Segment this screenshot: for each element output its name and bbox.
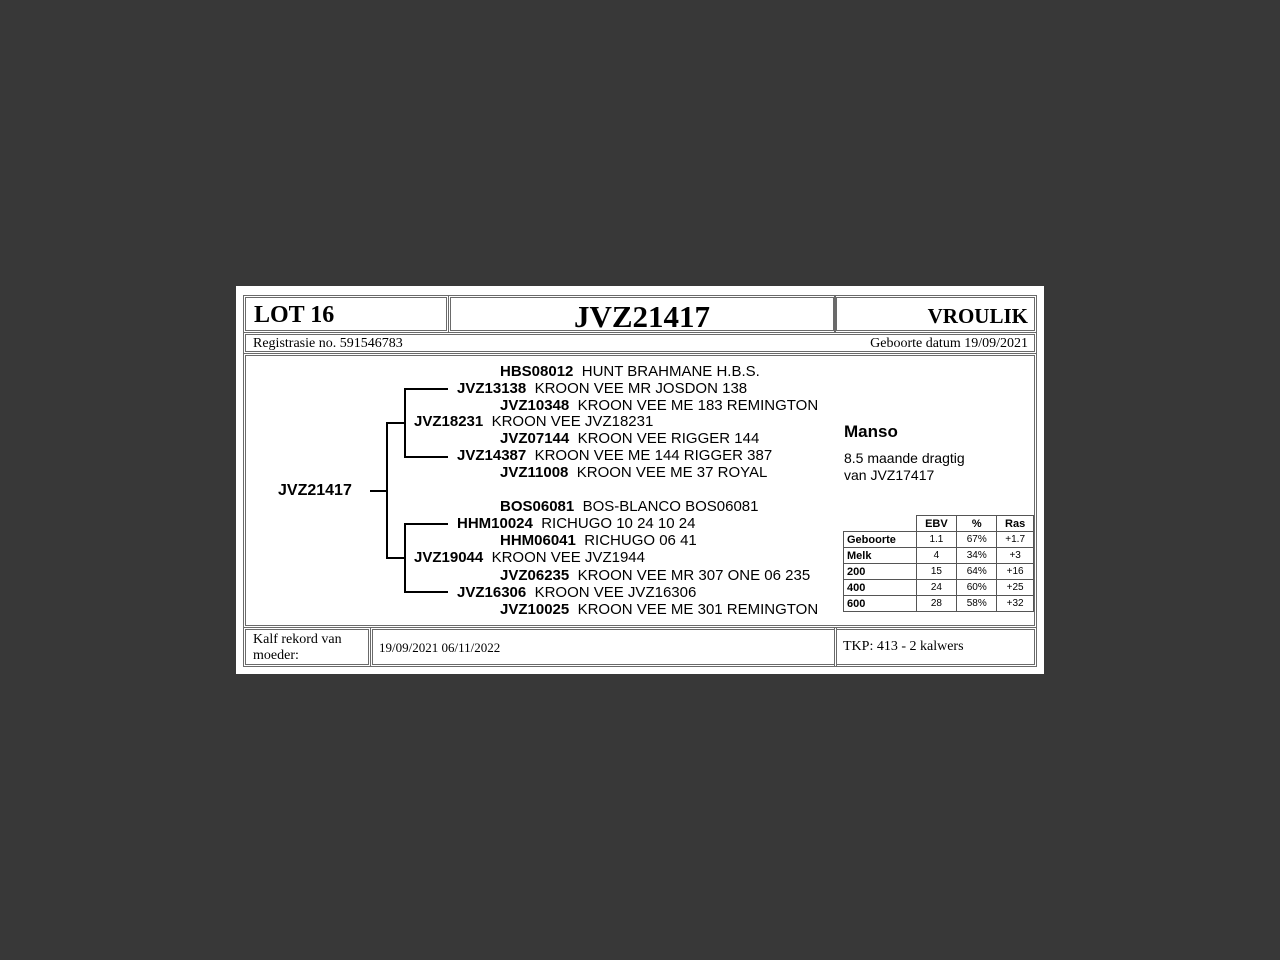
pedigree-connector — [404, 523, 448, 525]
ebv-row — [844, 596, 1034, 612]
tkp-cell — [834, 627, 1037, 667]
ebv-value: 4 — [916, 548, 956, 564]
pedigree-dam-sire: HHM10024 RICHUGO 10 24 10 24 — [457, 515, 696, 532]
animal-sex: VROULIK — [927, 304, 1028, 328]
pedigree-sire-dam-dam: JVZ11008 KROON VEE ME 37 ROYAL — [500, 464, 768, 481]
pregnancy-sire-name: Manso — [844, 422, 898, 441]
ebv-row — [844, 580, 1034, 596]
pedigree-connector — [386, 557, 404, 559]
pedigree-sire-dam: JVZ14387 KROON VEE ME 144 RIGGER 387 — [457, 447, 773, 464]
calf-record-label-cell — [243, 627, 371, 667]
ebv-accuracy: 34% — [957, 548, 997, 564]
pedigree-sire-sire-sire: HBS08012 HUNT BRAHMANE H.B.S. — [500, 363, 760, 380]
ebv-header-row — [844, 516, 1034, 532]
ebv-row — [844, 548, 1034, 564]
pedigree-panel — [243, 353, 1037, 628]
pregnancy-sire-id: van JVZ17417 — [844, 467, 935, 483]
ebv-accuracy: 64% — [957, 564, 997, 580]
ebv-accuracy: 67% — [957, 532, 997, 548]
pedigree-connector — [404, 591, 448, 593]
pedigree-connector — [386, 422, 404, 424]
pedigree-connector — [404, 456, 448, 458]
pedigree-sire-sire: JVZ13138 KROON VEE MR JOSDON 138 — [457, 380, 748, 397]
pedigree-dam-dam: JVZ16306 KROON VEE JVZ16306 — [457, 584, 697, 601]
ebv-breed-avg: +3 — [997, 548, 1034, 564]
ebv-header-pct: % — [957, 516, 997, 532]
registration-number: Registrasie no. 591546783 — [253, 336, 403, 351]
pedigree-subject: JVZ21417 — [278, 482, 352, 499]
pedigree-connector — [404, 388, 448, 390]
lot-card — [236, 286, 1044, 674]
ebv-breed-avg: +16 — [997, 564, 1034, 580]
pedigree-connector — [386, 422, 388, 559]
pedigree-sire-sire-dam: JVZ10348 KROON VEE ME 183 REMINGTON — [500, 397, 819, 414]
ebv-table — [843, 515, 1034, 612]
lot-number: LOT 16 — [254, 302, 335, 328]
pedigree-dam: JVZ19044 KROON VEE JVZ1944 — [414, 549, 645, 566]
ebv-breed-avg: +25 — [997, 580, 1034, 596]
calf-record-label: Kalf rekord van moeder: — [253, 632, 342, 663]
ebv-row — [844, 564, 1034, 580]
pregnancy-status: 8.5 maande dragtig — [844, 450, 965, 466]
ebv-breed-avg: +32 — [997, 596, 1034, 612]
ebv-header-blank — [844, 516, 917, 532]
ebv-row-label: Geboorte — [844, 532, 917, 548]
lot-cell — [243, 295, 449, 333]
ebv-header-ras: Ras — [997, 516, 1034, 532]
ebv-accuracy: 58% — [957, 596, 997, 612]
pedigree-dam-sire-dam: HHM06041 RICHUGO 06 41 — [500, 532, 697, 549]
animal-id-cell — [448, 295, 836, 333]
ebv-row-label: 400 — [844, 580, 917, 596]
pedigree-connector — [404, 388, 406, 458]
ebv-row-label: 200 — [844, 564, 917, 580]
birth-date: Geboorte datum 19/09/2021 — [870, 336, 1028, 351]
sex-cell — [834, 295, 1037, 333]
ebv-value: 1.1 — [916, 532, 956, 548]
pedigree-sire-dam-sire: JVZ07144 KROON VEE RIGGER 144 — [500, 430, 760, 447]
ebv-value: 24 — [916, 580, 956, 596]
calf-record-dates: 19/09/2021 06/11/2022 — [379, 640, 501, 655]
ebv-row-label: 600 — [844, 596, 917, 612]
ebv-accuracy: 60% — [957, 580, 997, 596]
ebv-row — [844, 532, 1034, 548]
ebv-row-label: Melk — [844, 548, 917, 564]
registration-row — [243, 332, 1037, 354]
pedigree-dam-sire-sire: BOS06081 BOS-BLANCO BOS06081 — [500, 498, 759, 515]
ebv-breed-avg: +1.7 — [997, 532, 1034, 548]
ebv-value: 15 — [916, 564, 956, 580]
pedigree-connector — [404, 523, 406, 593]
pedigree-dam-dam-sire: JVZ06235 KROON VEE MR 307 ONE 06 235 — [500, 567, 811, 584]
ebv-value: 28 — [916, 596, 956, 612]
animal-id: JVZ21417 — [573, 299, 711, 334]
calf-record-dates-cell — [370, 627, 837, 667]
ebv-header-ebv: EBV — [916, 516, 956, 532]
pedigree-sire: JVZ18231 KROON VEE JVZ18231 — [414, 413, 654, 430]
tkp-summary: TKP: 413 - 2 kalwers — [843, 639, 964, 654]
pedigree-dam-dam-dam: JVZ10025 KROON VEE ME 301 REMINGTON — [500, 601, 819, 618]
